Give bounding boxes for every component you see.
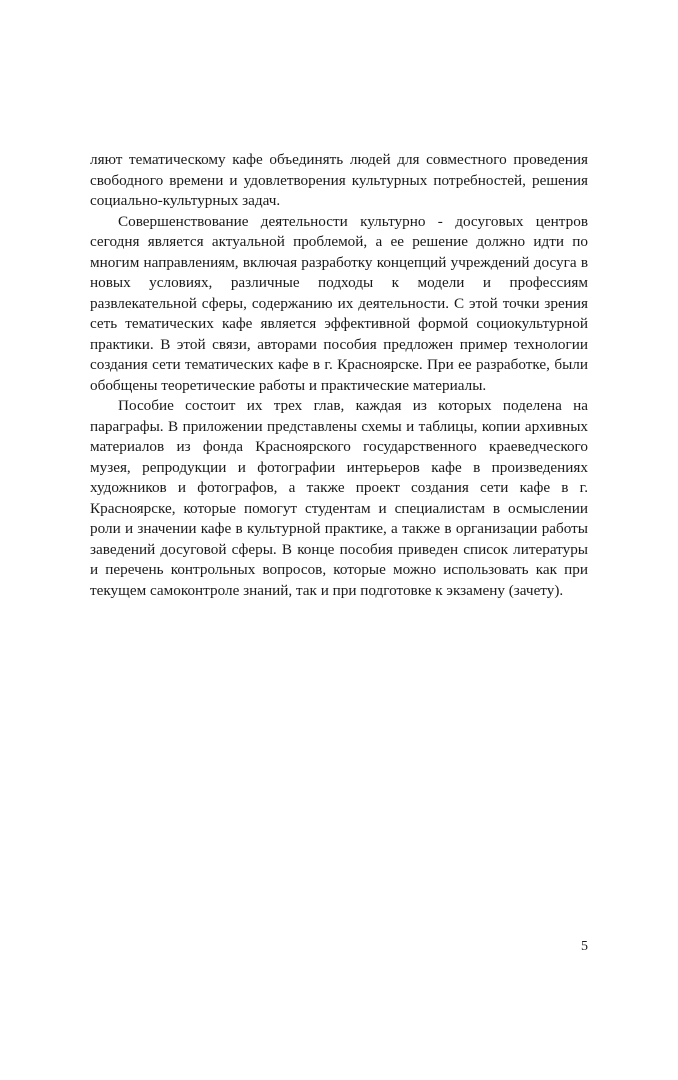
body-text — [90, 150, 588, 601]
paragraph-3: Пособие состоит их трех глав, каждая из которых поделена на параграфы. В приложении представлены схемы и таблицы, копии архивных материалов из фонда Красноярского государственного краеведческого музея, репродукции и фотографии интерьеров кафе в произведениях художников и фотографов, а также проект создания сети кафе в г. Красноярске, которые помогут студентам и специалистам в осмыслении роли и значении кафе в культурной практике, а также в организации работы заведений досуговой сферы. В конце пособия приведен список литературы и перечень контрольных вопросов, которые можно использовать как при текущем самоконтроле знаний, так и при подготовке к экзамену (зачету). — [90, 397, 588, 599]
paragraph-1: ляют тематическому кафе объединять людей для совместного проведения свободного времени и удовлетворения культурных потребностей, решения социально-культурных задач. — [90, 151, 588, 209]
paragraph-2: Совершенствование деятельности культурно - досуговых центров сегодня является актуальной проблемой, а ее решение должно идти по многим направлениям, включая разработку концепций учреждений досуга в новых условиях, различные подходы к модели и профессиям развлекательной сферы, содержанию их деятельности. С этой точки зрения сеть тематических кафе является эффективной формой социокультурной практики. В этой связи, авторами пособия предложен пример технологии создания сети тематических кафе в г. Красноярске. При ее разработке, были обобщены теоретические работы и практические материалы. — [90, 212, 588, 394]
page-number: 5 — [581, 939, 588, 954]
